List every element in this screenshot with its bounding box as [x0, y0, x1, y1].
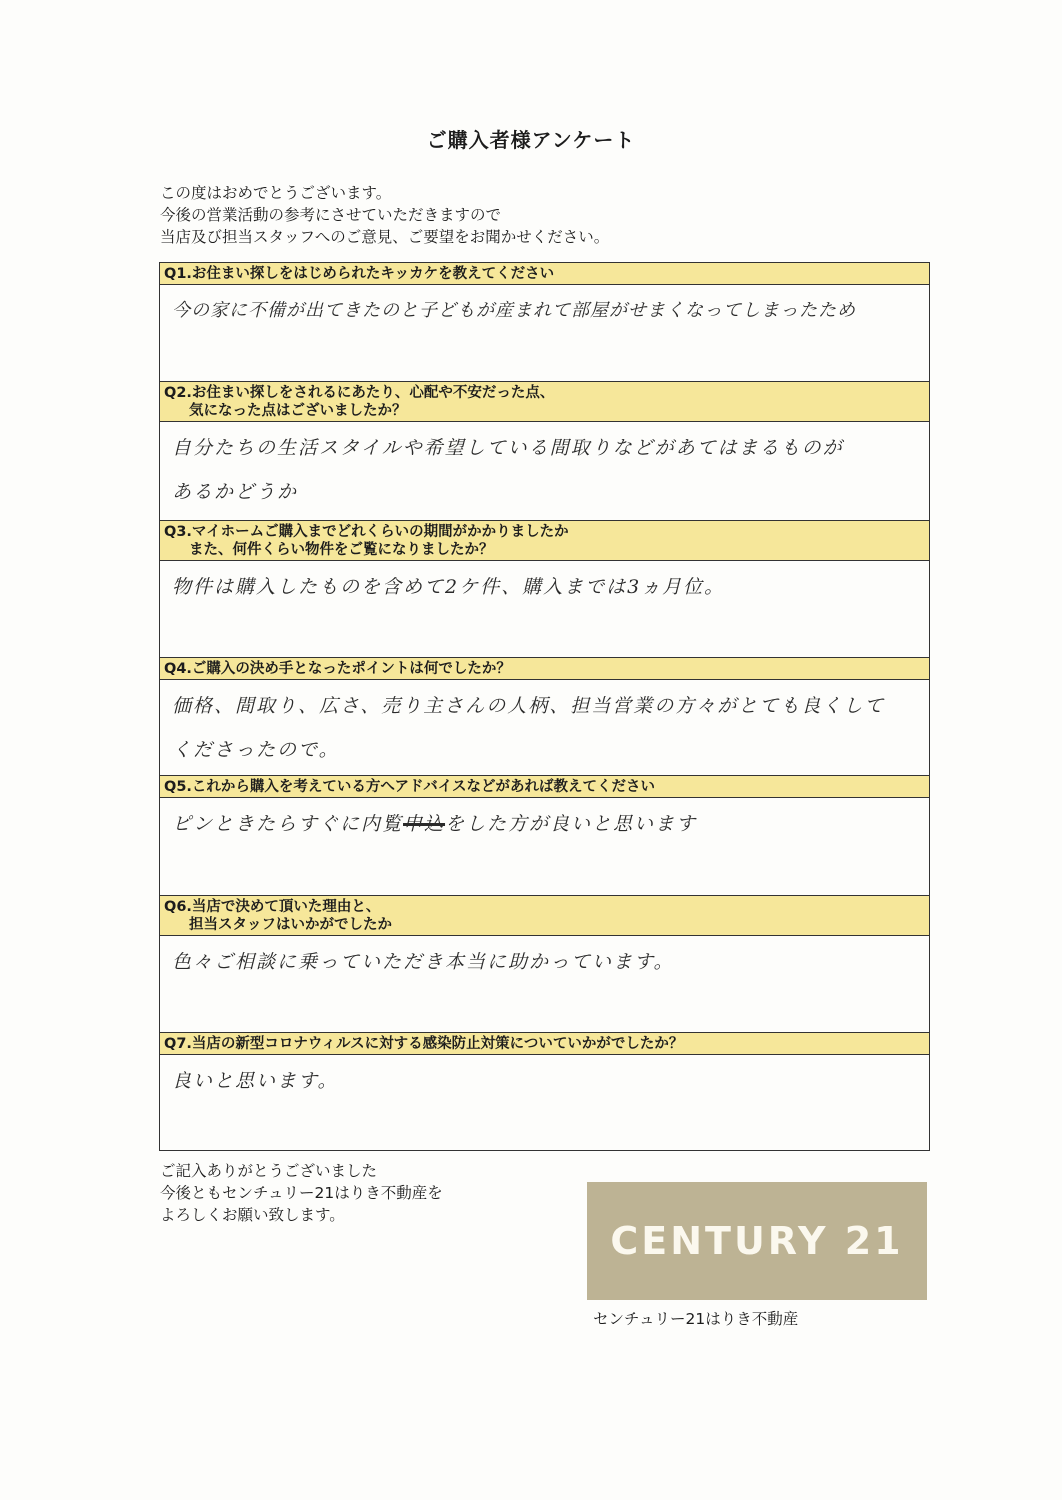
- answer-line: 色々ご相談に乗っていただき本当に助かっています。: [172, 951, 675, 973]
- intro-line: 今後の営業活動の参考にさせていただきますので: [160, 206, 502, 224]
- question-label-line2: 担当スタッフはいかがでしたか: [189, 917, 392, 933]
- question-label: Q4.ご購入の決め手となったポイントは何でしたか？: [164, 661, 511, 677]
- answer-q7[interactable]: [160, 1055, 929, 1150]
- answer-line: 今の家に不備が出てきたのと子どもが産まれて部屋がせまくなってしまったため: [172, 300, 856, 321]
- question-q1: [160, 263, 929, 285]
- question-label: Q1.お住まい探しをはじめられたキッカケを教えてください: [164, 266, 555, 282]
- question-label: Q5.これから購入を考えている方へアドバイスなどがあれば教えてください: [164, 779, 656, 795]
- answer-q3[interactable]: [160, 561, 929, 658]
- question-label-line2: また、何件くらい物件をご覧になりましたか？: [189, 542, 494, 558]
- answer-line: 良いと思います。: [172, 1070, 339, 1092]
- closing-line: よろしくお願い致します。: [160, 1206, 345, 1224]
- answer-line: 物件は購入したものを含めて2ケ件、購入までは3ヵ月位。: [172, 576, 726, 598]
- answer-q1[interactable]: [160, 285, 929, 382]
- answer-line: くださったので。: [172, 739, 340, 761]
- answer-line: 自分たちの生活スタイルや希望している間取りなどがあてはまるものが: [172, 437, 844, 459]
- page-title: ご購入者様アンケート: [426, 128, 636, 152]
- answer-q5[interactable]: [160, 798, 929, 896]
- question-label: Q7.当店の新型コロナウィルスに対する感染防止対策についていかがでしたか？: [164, 1036, 684, 1052]
- survey-form: [159, 262, 930, 1151]
- question-q6: [160, 896, 929, 936]
- answer-q4[interactable]: [160, 680, 929, 776]
- answer-q2[interactable]: [160, 422, 929, 521]
- closing-line: ご記入ありがとうございました: [160, 1162, 378, 1180]
- logo-text: CENTURY 21: [610, 1219, 904, 1263]
- answer-text: ピンときたらすぐに内覧: [172, 813, 404, 835]
- answer-line: 価格、間取り、広さ、売り主さんの人柄、担当営業の方々がとても良くして: [172, 695, 886, 717]
- intro-line: この度はおめでとうございます。: [160, 184, 392, 202]
- answer-text: をした方が良いと思います: [445, 813, 698, 835]
- intro-text: [160, 182, 609, 248]
- question-label: Q3.マイホームご購入までどれくらいの期間がかかりましたか: [164, 524, 569, 540]
- answer-line: あるかどうか: [172, 481, 299, 503]
- question-label: Q6.当店で決めて頂いた理由と、: [164, 899, 381, 915]
- company-name: センチュリー21はりき不動産: [593, 1310, 799, 1328]
- question-label: Q2.お住まい探しをされるにあたり、心配や不安だった点、: [164, 385, 555, 401]
- question-q7: [160, 1033, 929, 1055]
- question-q5: [160, 776, 929, 798]
- question-label-line2: 気になった点はございましたか？: [189, 403, 407, 419]
- answer-q6[interactable]: [160, 936, 929, 1033]
- closing-line: 今後ともセンチュリー21はりき不動産を: [160, 1184, 443, 1202]
- question-q2: [160, 382, 929, 422]
- closing-text: [160, 1160, 443, 1226]
- century21-logo: [587, 1182, 927, 1300]
- answer-line: [172, 802, 919, 846]
- struck-text: 申込: [403, 813, 446, 835]
- intro-line: 当店及び担当スタッフへのご意見、ご要望をお聞かせください。: [160, 228, 610, 246]
- question-q3: [160, 521, 929, 561]
- question-q4: [160, 658, 929, 680]
